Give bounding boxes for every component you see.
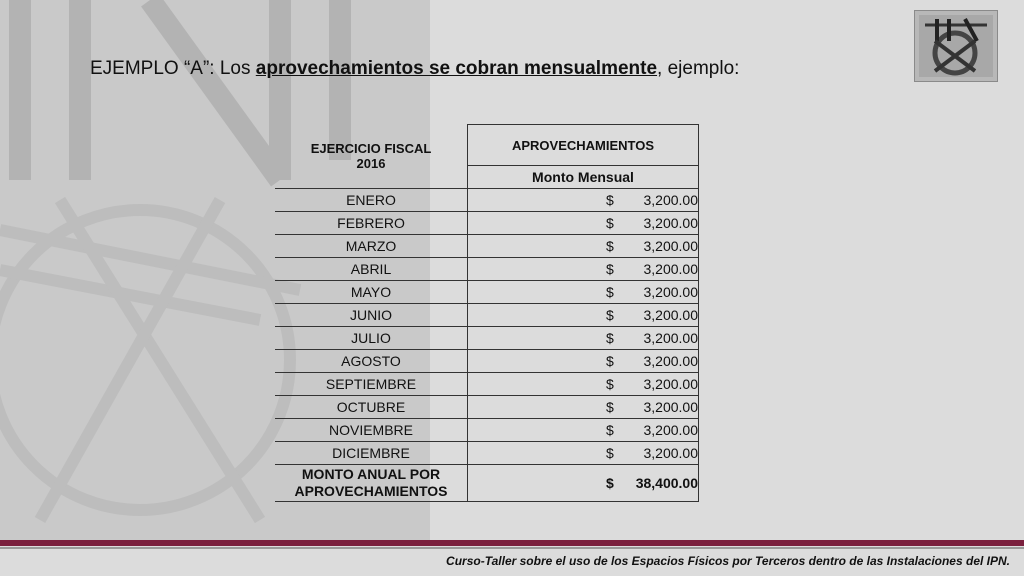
amount-cell [468, 189, 699, 212]
amount-cell [468, 396, 699, 419]
currency-symbol: $ [606, 284, 614, 300]
amount-value: 3,200.00 [643, 445, 698, 461]
month-cell: DICIEMBRE [275, 442, 468, 465]
amount-value: 3,200.00 [643, 376, 698, 392]
table-row [275, 189, 699, 212]
month-cell: ENERO [275, 189, 468, 212]
currency-symbol: $ [606, 330, 614, 346]
currency-symbol: $ [606, 192, 614, 208]
header-ejercicio-fiscal [275, 125, 468, 189]
amount-value: 3,200.00 [643, 307, 698, 323]
amount-cell [468, 373, 699, 396]
amount-value: 3,200.00 [643, 422, 698, 438]
month-cell: FEBRERO [275, 212, 468, 235]
title-prefix: EJEMPLO “A”: Los [90, 58, 256, 79]
amount-cell [468, 212, 699, 235]
footer-divider [0, 547, 1024, 549]
table-row [275, 235, 699, 258]
table-row [275, 258, 699, 281]
table-row [275, 327, 699, 350]
table-row [275, 212, 699, 235]
currency-symbol: $ [606, 422, 614, 438]
currency-symbol: $ [606, 238, 614, 254]
amount-value: 3,200.00 [643, 353, 698, 369]
amount-value: 3,200.00 [643, 238, 698, 254]
aprovechamientos-table [275, 124, 699, 502]
amount-cell [468, 442, 699, 465]
amount-value: 3,200.00 [643, 399, 698, 415]
header-aprovechamientos: APROVECHAMIENTOS [468, 125, 699, 166]
slide-title [90, 58, 739, 80]
currency-symbol: $ [606, 399, 614, 415]
header-left-line1: EJERCICIO FISCAL [310, 141, 432, 157]
amount-cell [468, 419, 699, 442]
total-amount-cell [468, 465, 699, 502]
amount-cell [468, 258, 699, 281]
table-row [275, 304, 699, 327]
month-cell: OCTUBRE [275, 396, 468, 419]
subheader-monto-mensual: Monto Mensual [468, 166, 699, 189]
ipn-logo [914, 10, 998, 82]
currency-symbol: $ [606, 445, 614, 461]
amount-value: 3,200.00 [643, 215, 698, 231]
title-suffix: , ejemplo: [657, 58, 740, 79]
amount-value: 3,200.00 [643, 192, 698, 208]
month-cell: MARZO [275, 235, 468, 258]
amount-value: 3,200.00 [643, 261, 698, 277]
table-row [275, 281, 699, 304]
footer-caption: Curso-Taller sobre el uso de los Espacios Físicos por Terceros dentro de las Instalaciones del IPN. [446, 554, 1010, 568]
table-row [275, 396, 699, 419]
table-row [275, 373, 699, 396]
amount-cell [468, 281, 699, 304]
total-label-line1: MONTO ANUAL POR [301, 466, 441, 482]
month-cell: ABRIL [275, 258, 468, 281]
header-left-line2: 2016 [356, 156, 386, 172]
currency-symbol: $ [606, 475, 614, 491]
month-cell: NOVIEMBRE [275, 419, 468, 442]
month-cell: AGOSTO [275, 350, 468, 373]
total-row [275, 465, 699, 502]
amount-value: 3,200.00 [643, 330, 698, 346]
month-cell: SEPTIEMBRE [275, 373, 468, 396]
month-cell: JUNIO [275, 304, 468, 327]
table-row [275, 419, 699, 442]
amount-cell [468, 304, 699, 327]
currency-symbol: $ [606, 353, 614, 369]
currency-symbol: $ [606, 215, 614, 231]
month-cell: MAYO [275, 281, 468, 304]
amount-cell [468, 235, 699, 258]
month-cell: JULIO [275, 327, 468, 350]
amount-cell [468, 327, 699, 350]
currency-symbol: $ [606, 376, 614, 392]
amount-cell [468, 350, 699, 373]
total-amount-value: 38,400.00 [635, 475, 698, 491]
ipn-logo-icon [915, 11, 997, 81]
total-label-line2: APROVECHAMIENTOS [294, 483, 448, 499]
title-emphasis: aprovechamientos se cobran mensualmente [255, 58, 658, 79]
currency-symbol: $ [606, 307, 614, 323]
amount-value: 3,200.00 [643, 284, 698, 300]
total-label [275, 465, 468, 502]
table-row [275, 350, 699, 373]
table-row [275, 442, 699, 465]
currency-symbol: $ [606, 261, 614, 277]
footer-accent-bar [0, 540, 1024, 546]
